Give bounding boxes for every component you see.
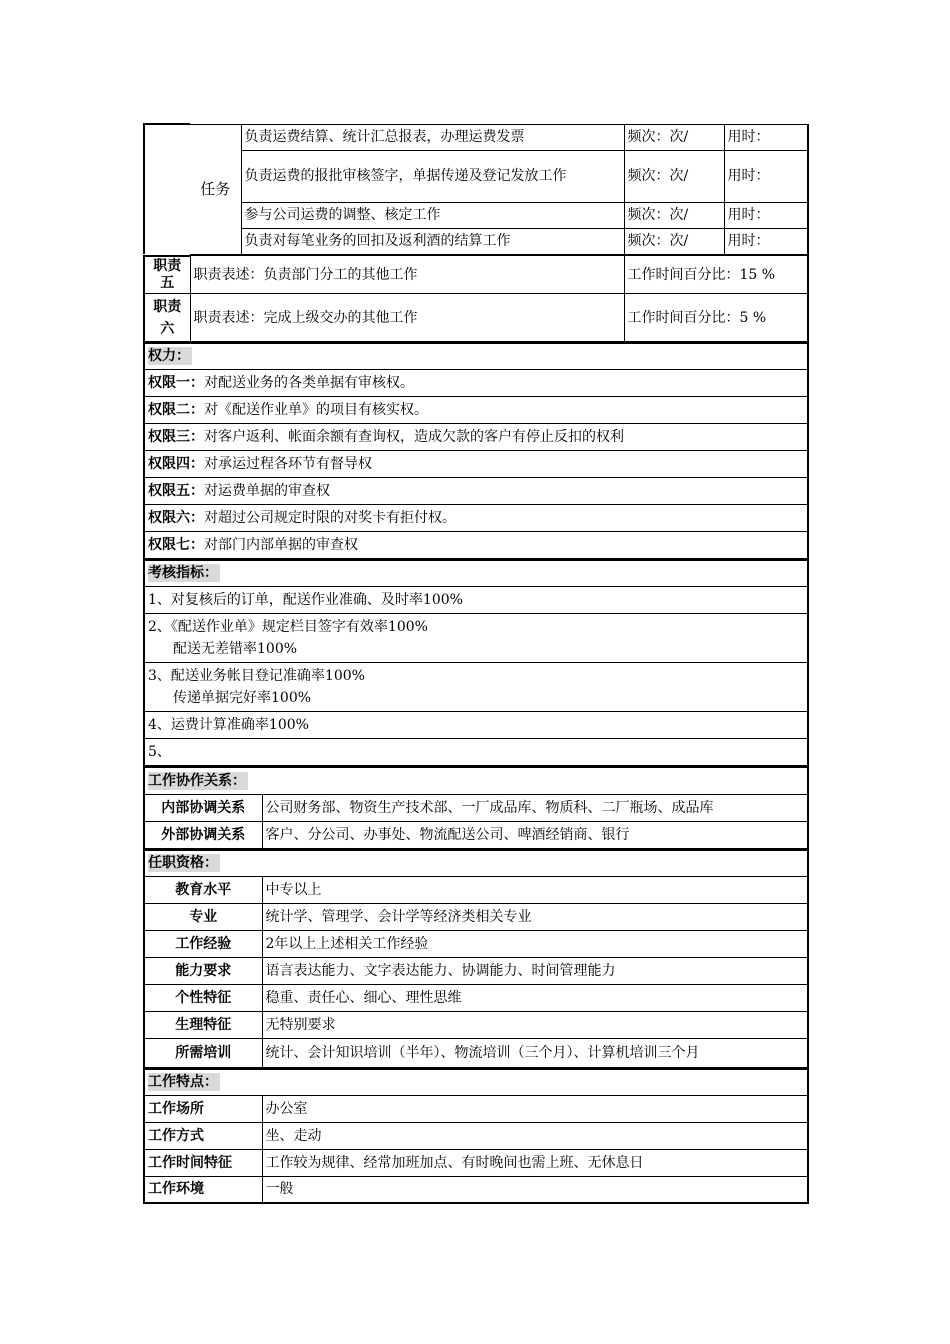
features-label: 工作方式 xyxy=(144,1122,262,1149)
features-value: 一般 xyxy=(262,1176,808,1203)
qualification-row xyxy=(144,931,808,958)
duty-pct: 工作时间百分比：5 % xyxy=(624,294,808,342)
features-row xyxy=(144,1176,808,1203)
qualification-label: 个性特征 xyxy=(144,985,262,1012)
kpi-line-2: 配送无差错率100% xyxy=(173,641,298,657)
task-time: 用时： xyxy=(724,124,808,150)
kpi-line: 5、 xyxy=(148,744,171,760)
task-spacer xyxy=(144,124,190,254)
features-label: 工作时间特征 xyxy=(144,1149,262,1176)
duty-pct: 工作时间百分比：15 % xyxy=(624,256,808,294)
qualification-value: 2年以上上述相关工作经验 xyxy=(262,931,808,958)
qualification-row xyxy=(144,1039,808,1068)
qualification-label: 能力要求 xyxy=(144,958,262,985)
features-label: 工作场所 xyxy=(144,1095,262,1122)
cooperation-value: 客户、分公司、办事处、物流配送公司、啤酒经销商、银行 xyxy=(262,821,808,848)
task-text: 负责对每笔业务的回扣及返利酒的结算工作 xyxy=(241,228,624,254)
authority-item xyxy=(144,369,808,396)
task-row xyxy=(144,150,808,202)
features-row xyxy=(144,1149,808,1176)
cooperation-label: 内部协调关系 xyxy=(144,794,262,821)
qualification-row xyxy=(144,877,808,904)
section-header xyxy=(144,560,808,587)
authority-heading xyxy=(144,343,808,369)
duty-label xyxy=(144,256,190,294)
qualification-value: 统计、会计知识培训（半年）、物流培训（三个月）、计算机培训三个月 xyxy=(262,1039,808,1068)
authority-text: 对《配送作业单》的项目有核实权。 xyxy=(204,401,428,418)
kpi-line: 2、《配送作业单》规定栏目签字有效率100% xyxy=(148,619,428,635)
duty-table xyxy=(143,255,809,343)
kpi-item xyxy=(144,587,808,614)
kpi-line: 1、对复核后的订单，配送作业准确、及时率100% xyxy=(148,592,463,608)
duty-label-bottom: 六 xyxy=(160,320,175,337)
authority-label: 权限一： xyxy=(148,374,204,391)
qualification-label: 教育水平 xyxy=(144,877,262,904)
qualification-row xyxy=(144,985,808,1012)
authority-item xyxy=(144,423,808,450)
qualification-value: 统计学、管理学、会计学等经济类相关专业 xyxy=(262,904,808,931)
cooperation-label: 外部协调关系 xyxy=(144,821,262,848)
qualification-label: 所需培训 xyxy=(144,1039,262,1068)
task-table xyxy=(143,123,809,255)
cooperation-heading-text: 工作协作关系： xyxy=(148,772,246,789)
duty-row xyxy=(144,256,808,294)
features-label: 工作环境 xyxy=(144,1176,262,1203)
authority-item xyxy=(144,477,808,504)
qualification-value: 中专以上 xyxy=(262,877,808,904)
cooperation-value: 公司财务部、物资生产技术部、一厂成品库、物质科、二厂瓶场、成品库 xyxy=(262,794,808,821)
qualification-label: 工作经验 xyxy=(144,931,262,958)
authority-label: 权限二： xyxy=(148,401,204,418)
kpi-line: 3、配送业务帐目登记准确率100% xyxy=(148,668,365,684)
authority-table xyxy=(143,342,809,559)
authority-item xyxy=(144,450,808,477)
authority-text: 对运费单据的审查权 xyxy=(204,482,330,499)
kpi-item xyxy=(144,712,808,739)
qualification-value: 稳重、责任心、细心、理性思维 xyxy=(262,985,808,1012)
features-row xyxy=(144,1095,808,1122)
cooperation-heading xyxy=(144,767,808,794)
section-header xyxy=(144,767,808,794)
task-time: 用时： xyxy=(724,150,808,202)
task-text: 参与公司运费的调整、核定工作 xyxy=(241,202,624,228)
kpi-item xyxy=(144,663,808,712)
authority-label: 权限七： xyxy=(148,536,204,553)
duty-row xyxy=(144,294,808,342)
authority-text: 对承运过程各环节有督导权 xyxy=(204,455,372,472)
kpi-heading xyxy=(144,560,808,587)
qualification-row xyxy=(144,958,808,985)
authority-text: 对客户返利、帐面余额有查询权，造成欠款的客户有停止反扣的权利 xyxy=(204,428,624,445)
authority-label: 权限三： xyxy=(148,428,204,445)
task-freq: 频次：次/ xyxy=(624,228,724,254)
authority-text: 对配送业务的各类单据有审核权。 xyxy=(204,374,414,391)
qualification-row xyxy=(144,904,808,931)
task-text: 负责运费的报批审核签字，单据传递及登记发放工作 xyxy=(241,150,624,202)
kpi-item xyxy=(144,614,808,663)
kpi-table xyxy=(143,559,809,767)
task-label: 任务 xyxy=(190,124,241,254)
qualification-heading xyxy=(144,850,808,877)
features-heading xyxy=(144,1069,808,1095)
qualification-table xyxy=(143,849,809,1069)
kpi-line-2: 传递单据完好率100% xyxy=(173,690,312,706)
section-header xyxy=(144,1069,808,1095)
features-value: 工作较为规律、经常加班加点、有时晚间也需上班、无休息日 xyxy=(262,1149,808,1176)
features-value: 办公室 xyxy=(262,1095,808,1122)
authority-item xyxy=(144,531,808,558)
authority-label: 权限四： xyxy=(148,455,204,472)
duty-desc: 职责表述：完成上级交办的其他工作 xyxy=(190,294,624,342)
duty-label-bottom: 五 xyxy=(160,274,175,291)
authority-text: 对部门内部单据的审查权 xyxy=(204,536,358,553)
features-row xyxy=(144,1122,808,1149)
authority-item xyxy=(144,504,808,531)
duty-label-top: 职责 xyxy=(153,257,182,274)
authority-item xyxy=(144,396,808,423)
cooperation-row xyxy=(144,821,808,848)
task-row xyxy=(144,228,808,254)
section-header xyxy=(144,850,808,877)
qualification-row xyxy=(144,1012,808,1039)
task-time: 用时： xyxy=(724,228,808,254)
kpi-heading-text: 考核指标： xyxy=(148,565,218,582)
duty-desc: 职责表述：负责部门分工的其他工作 xyxy=(190,256,624,294)
authority-label: 权限五： xyxy=(148,482,204,499)
kpi-item xyxy=(144,739,808,766)
features-table xyxy=(143,1068,809,1204)
authority-text: 对超过公司规定时限的对奖卡有拒付权。 xyxy=(204,509,456,526)
qualification-value: 无特别要求 xyxy=(262,1012,808,1039)
qualification-heading-text: 任职资格： xyxy=(148,855,218,872)
qualification-label: 生理特征 xyxy=(144,1012,262,1039)
cooperation-table xyxy=(143,766,809,849)
task-freq: 频次：次/ xyxy=(624,124,724,150)
duty-label xyxy=(144,294,190,342)
features-value: 坐、走动 xyxy=(262,1122,808,1149)
task-time: 用时： xyxy=(724,202,808,228)
task-row xyxy=(144,124,808,150)
task-row xyxy=(144,202,808,228)
authority-label: 权限六： xyxy=(148,509,204,526)
task-freq: 频次：次/ xyxy=(624,150,724,202)
qualification-value: 语言表达能力、文字表达能力、协调能力、时间管理能力 xyxy=(262,958,808,985)
kpi-line: 4、运费计算准确率100% xyxy=(148,717,309,733)
section-header xyxy=(144,343,808,369)
task-text: 负责运费结算、统计汇总报表，办理运费发票 xyxy=(241,124,624,150)
authority-heading-text: 权力： xyxy=(148,348,190,365)
task-freq: 频次：次/ xyxy=(624,202,724,228)
qualification-label: 专业 xyxy=(144,904,262,931)
cooperation-row xyxy=(144,794,808,821)
job-description-page xyxy=(143,123,807,1204)
duty-label-top: 职责 xyxy=(153,298,182,315)
features-heading-text: 工作特点： xyxy=(148,1074,218,1091)
